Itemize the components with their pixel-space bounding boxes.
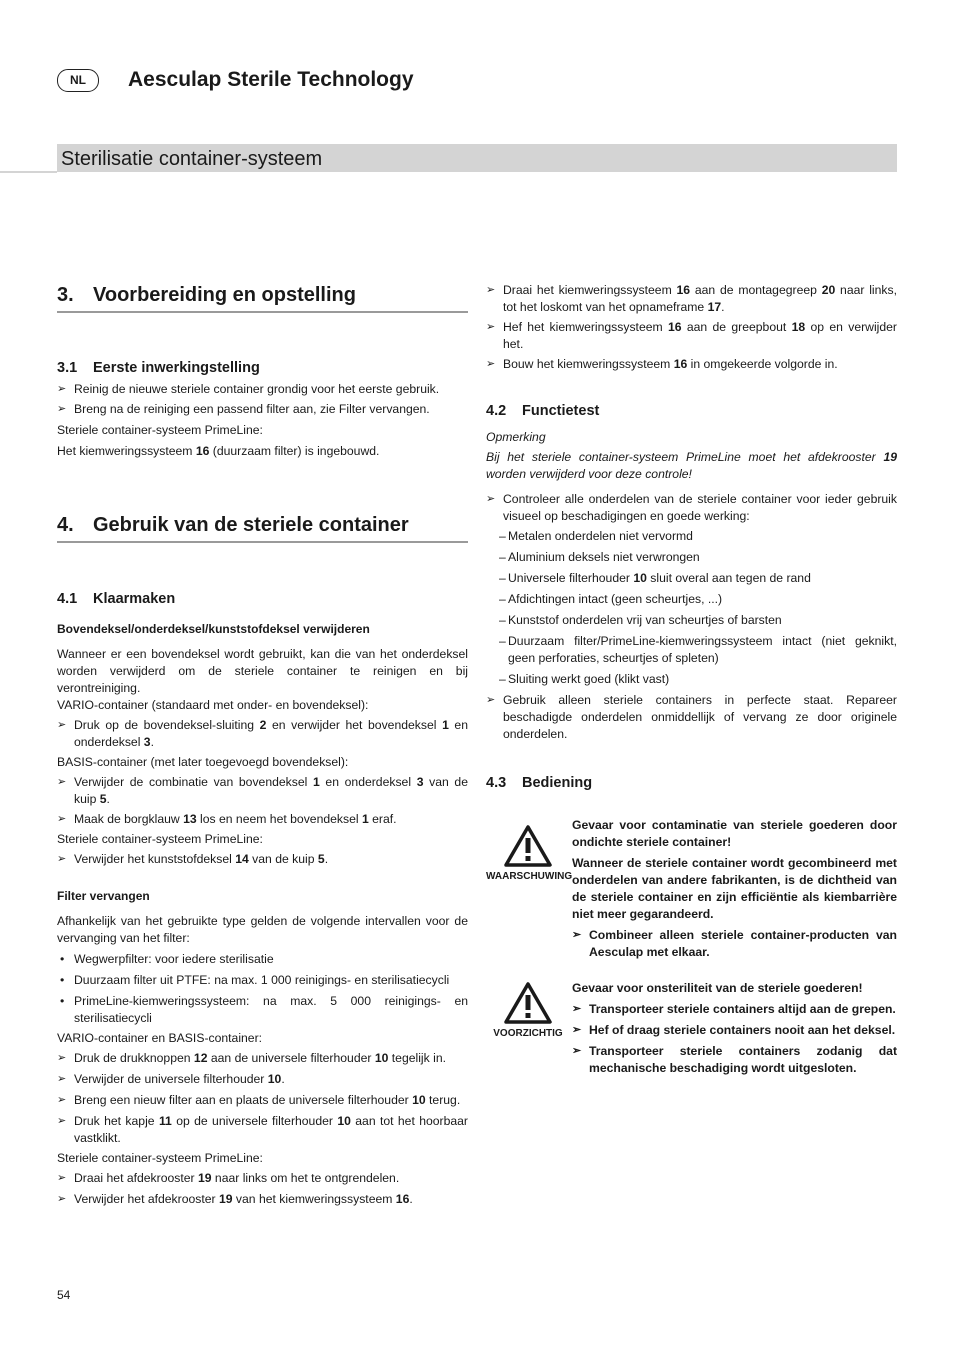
list-item: – Sluiting werkt goed (klikt vast) xyxy=(486,671,897,688)
list-item: ➢ Draai het kiemweringssysteem 16 aan de montagegreep 20 naar links, tot het loskomt van het opnameframe 17. xyxy=(486,282,897,316)
list-item: • Wegwerpfilter: voor iedere sterilisatie xyxy=(57,951,468,968)
left-column xyxy=(57,282,468,1208)
list-item: ➢ Maak de borgklauw 13 los en neem het bovendeksel 1 eraf. xyxy=(57,811,468,828)
section-3-1-heading: 3.1 Eerste inwerkingstelling xyxy=(57,360,260,376)
warning-triangle-icon xyxy=(504,982,552,1024)
subtitle-underline xyxy=(0,171,57,173)
section-4-2-heading: 4.2 Functietest xyxy=(486,403,600,419)
list-item: ➢ Hef of draag steriele containers nooit aan het deksel. xyxy=(572,1022,897,1039)
paragraph: Steriele container-systeem PrimeLine: xyxy=(57,423,263,437)
list-item: ➢ Druk de drukknoppen 12 aan de universele filterhouder 10 tegelijk in. xyxy=(57,1050,468,1067)
list-item: ➢ Breng na de reiniging een passend filter aan, zie Filter vervangen. xyxy=(57,401,468,418)
filter-heading: Filter vervangen xyxy=(57,889,150,903)
warning-icon xyxy=(486,825,573,883)
paragraph: Steriele container-systeem PrimeLine: xyxy=(57,1151,263,1165)
list-item: ➢ Reinig de nieuwe steriele container grondig voor het eerste gebruik. xyxy=(57,381,468,398)
list-item: ➢ Gebruik alleen steriele containers in perfecte staat. Repareer beschadigde onderdelen onmiddellijk of vervang ze door originele onderdelen. xyxy=(486,692,897,743)
list-item: • PrimeLine-kiemweringssysteem: na max. 5 000 reinigings- en sterilisatiecycli xyxy=(57,993,468,1027)
list-item: ➢ Transporteer steriele containers zodanig dat mechanische beschadiging wordt uitgesloten. xyxy=(572,1043,897,1077)
section-4-3-heading: 4.3 Bediening xyxy=(486,775,593,791)
language-badge: NL xyxy=(57,69,99,92)
list-item: ➢ Verwijder de combinatie van bovendeksel 1 en onderdeksel 3 van de kuip 5. xyxy=(57,774,468,808)
list-item: ➢ Draai het afdekrooster 19 naar links om het te ontgrendelen. xyxy=(57,1170,468,1187)
subtitle-bar xyxy=(57,144,897,172)
right-column xyxy=(486,282,897,1077)
caution-label: VOORZICHTIG xyxy=(493,1028,563,1039)
section-3-heading: 3. Voorbereiding en opstelling xyxy=(57,282,468,313)
paragraph: VARIO-container (standaard met onder- en bovendeksel): xyxy=(57,698,369,712)
caution-text: Gevaar voor onsteriliteit van de steriele goederen! ➢ Transporteer steriele containers altijd aan de grepen. ➢ Hef of draag steriele containers nooit aan het deksel. ➢ Transporteer steriele containers zodanig dat mechanische beschadiging wordt uitgesloten. xyxy=(572,980,897,1077)
list-item: ➢ Verwijder het kunststofdeksel 14 van de kuip 5. xyxy=(57,851,468,868)
warning-text: Gevaar voor contaminatie van steriele goederen door ondichte steriele container! Wanneer de steriele container wordt gecombineerd met onderdelen van andere fabrikanten, is de dichtheid van de steriele container en zijn efficiëntie als kiembarrière niet meer gegarandeerd. ➢ Combineer alleen steriele container-producten van Aesculap met elkaar. xyxy=(572,817,897,961)
list-item: ➢ Controleer alle onderdelen van de steriele container voor ieder gebruik visueel op beschadigingen en goede werking: xyxy=(486,491,897,525)
paragraph: Steriele container-systeem PrimeLine: xyxy=(57,832,263,846)
list-item: ➢ Bouw het kiemweringssysteem 16 in omgekeerde volgorde in. xyxy=(486,356,897,373)
paragraph: Afhankelijk van het gebruikte type gelden de volgende intervallen voor de vervanging van het filter: xyxy=(57,914,468,945)
note-heading: Opmerking xyxy=(486,430,546,444)
note-text: Bij het steriele container-systeem PrimeLine moet het afdekrooster 19 worden verwijderd voor deze controle! xyxy=(486,450,897,481)
paragraph: Wanneer er een bovendeksel wordt gebruikt, kan die van het onderdeksel worden verwijderd om de steriele container te reinigen en bij verontreiniging. xyxy=(57,647,468,695)
list-item: – Universele filterhouder 10 sluit overal aan tegen de rand xyxy=(486,570,897,587)
warning-triangle-icon xyxy=(504,825,552,867)
list-item: – Duurzaam filter/PrimeLine-kiemweringssysteem intact (niet geknikt, geen perforaties, scheurtjes of spleten) xyxy=(486,633,897,667)
list-item: ➢ Hef het kiemweringssysteem 16 aan de greepbout 18 op en verwijder het. xyxy=(486,319,897,353)
section-4-heading: 4. Gebruik van de steriele container xyxy=(57,512,468,543)
warning-block xyxy=(486,817,897,961)
list-item: ➢ Combineer alleen steriele container-producten van Aesculap met elkaar. xyxy=(572,927,897,961)
list-item: – Afdichtingen intact (geen scheurtjes, ...) xyxy=(486,591,897,608)
list-item: – Aluminium deksels niet verwrongen xyxy=(486,549,897,566)
warning-label: WAARSCHUWING xyxy=(486,871,573,882)
list-item: – Metalen onderdelen niet vervormd xyxy=(486,528,897,545)
paragraph: Het kiemweringssysteem 16 (duurzaam filter) is ingebouwd. xyxy=(57,444,380,458)
brand-title: Aesculap Sterile Technology xyxy=(128,68,414,91)
list-item: ➢ Verwijder het afdekrooster 19 van het kiemweringssysteem 16. xyxy=(57,1191,468,1208)
list-item: ➢ Breng een nieuw filter aan en plaats de universele filterhouder 10 terug. xyxy=(57,1092,468,1109)
page-number: 54 xyxy=(57,1288,71,1302)
list-item: ➢ Transporteer steriele containers altijd aan de grepen. xyxy=(572,1001,897,1018)
list-item: ➢ Druk het kapje 11 op de universele filterhouder 10 aan tot het hoorbaar vastklikt. xyxy=(57,1113,468,1147)
list-item: ➢ Verwijder de universele filterhouder 10. xyxy=(57,1071,468,1088)
paragraph: VARIO-container en BASIS-container: xyxy=(57,1031,263,1045)
list-item: • Duurzaam filter uit PTFE: na max. 1 000 reinigings- en sterilisatiecycli xyxy=(57,972,468,989)
list-item: – Kunststof onderdelen vrij van scheurtjes of barsten xyxy=(486,612,897,629)
list-item: ➢ Druk op de bovendeksel-sluiting 2 en verwijder het bovendeksel 1 en onderdeksel 3. xyxy=(57,717,468,751)
section-4-1-heading: 4.1 Klaarmaken xyxy=(57,591,176,607)
caution-block xyxy=(486,980,897,1077)
caution-icon xyxy=(486,982,570,1040)
paragraph: BASIS-container (met later toegevoegd bovendeksel): xyxy=(57,755,349,769)
subtitle-text: Sterilisatie container-systeem xyxy=(61,148,323,170)
lid-heading: Bovendeksel/onderdeksel/kunststofdeksel verwijderen xyxy=(57,622,370,636)
